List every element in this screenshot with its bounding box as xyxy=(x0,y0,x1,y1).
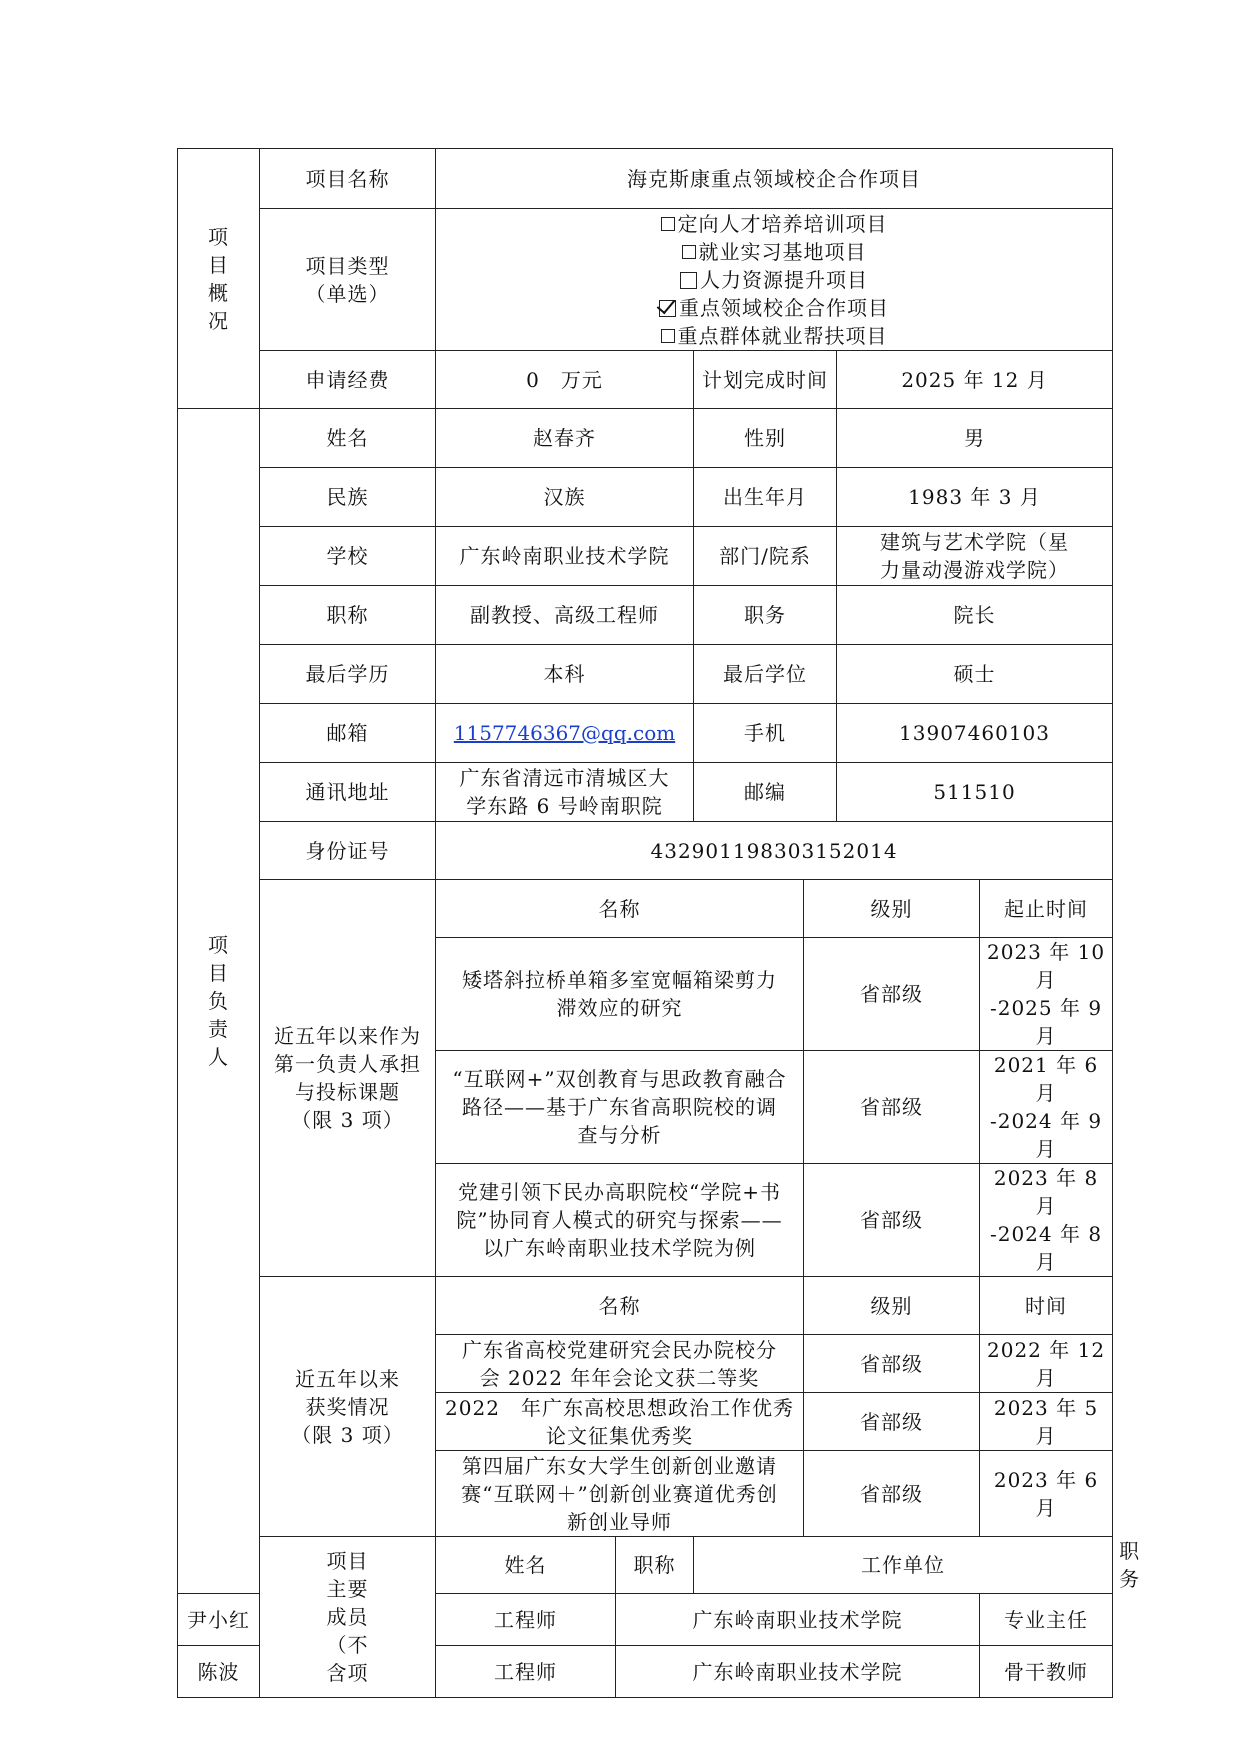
member-unit: 广东岭南职业技术学院 xyxy=(616,1646,980,1698)
zip-label: 邮编 xyxy=(694,763,837,822)
gender-value: 男 xyxy=(837,409,1113,468)
member-post: 专业主任 xyxy=(980,1594,1113,1646)
members-header-unit: 工作单位 xyxy=(694,1537,1113,1594)
leader-name-value: 赵春齐 xyxy=(436,409,694,468)
title-value: 副教授、高级工程师 xyxy=(436,586,694,645)
project-name: 矮塔斜拉桥单箱多室宽幅箱梁剪力 滞效应的研究 xyxy=(436,938,804,1051)
projects-header-level: 级别 xyxy=(804,880,980,938)
members-section-label: 项目 主要 成员 （不 含项 xyxy=(260,1537,436,1698)
type-option[interactable]: 人力资源提升项目 xyxy=(442,266,1106,294)
project-period: 2021 年 6 月 -2024 年 9 月 xyxy=(980,1051,1113,1164)
members-header-name: 姓名 xyxy=(436,1537,616,1594)
email-label: 邮箱 xyxy=(260,704,436,763)
project-name: “互联网+”双创教育与思政教育融合 路径——基于广东省高职院校的调 查与分析 xyxy=(436,1051,804,1164)
member-unit: 广东岭南职业技术学院 xyxy=(616,1594,980,1646)
checkbox-icon[interactable] xyxy=(661,217,675,231)
project-type-label: 项目类型 （单选） xyxy=(260,209,436,351)
checked-checkbox-icon[interactable] xyxy=(659,300,676,317)
title-label: 职称 xyxy=(260,586,436,645)
application-form-table: 项 目 概 况 项目名称 海克斯康重点领域校企合作项目 项目类型 （单选） 定向人才培养培训项目 就业实习基地项目 人力资源提升项目 重点领域校企合作项目 重点群体就业帮扶项目 申请经费 0 万元 计划完成时间 2025 年 12 月 项 目 负 责 人 姓名 赵春齐 性别 男 民族 汉族 出生年月 1983 年 3 月 学校 广东岭南职业技术学院 部门/院系 建筑与艺术学院（星 力量动漫游戏学院） 职称 副教授、高级工程师 职务 院长 最后学历 本科 最后学位 硕士 邮箱 1157746367@qq.com 手机 13907460103 通讯地址 广东省清远市清城区大 学东路 6 号岭南职院 邮编 511510 身份证号 432901198303152014 近五年以来作为 第一负责人承担 与投标课题 （限 3 项） 名称 级别 起止时间 矮塔斜拉桥单箱多室宽幅箱梁剪力 滞效应的研究 省部级 2023 年 10 月 -2025 年 9 月 “互联网+”双创教育与思政教育融合 路径——基于广东省高职院校的调 查与分析 省部级 2021 年 6 月 -2024 年 9 月 党建引领下民办高职院校“学院+书 院”协同育人模式的研究与探索—— 以广东岭南职业技术学院为例 省部级 2023 年 8 月 -2024 年 8 月 近五年以来 获奖情况 （限 3 项） 名称 级别 时间 广东省高校党建研究会民办院校分 会 2022 年年会论文获二等奖 省部级 2022 年 12 月 2022 年广东高校思想政治工作优秀 论文征集优秀奖 省部级 2023 年 5 月 第四届广东女大学生创新创业邀请 赛“互联网＋”创新创业赛道优秀创 新创业导师 省部级 2023 年 6 月 项目 主要 成员 （不 含项 姓名 职称 工作单位 职务 尹小红 工程师 广东岭南职业技术学院 专业主任 陈波 工程师 广东岭南职业技术学院 骨干教师 xyxy=(177,148,1113,1698)
award-level: 省部级 xyxy=(804,1451,980,1537)
project-type-options xyxy=(436,209,1113,351)
project-name-value: 海克斯康重点领域校企合作项目 xyxy=(436,149,1113,209)
type-option[interactable]: 重点群体就业帮扶项目 xyxy=(442,322,1106,350)
awards-header-level: 级别 xyxy=(804,1277,980,1335)
plan-time-label: 计划完成时间 xyxy=(694,351,837,409)
id-value: 432901198303152014 xyxy=(436,822,1113,880)
type-option[interactable]: 就业实习基地项目 xyxy=(442,238,1106,266)
post-value: 院长 xyxy=(837,586,1113,645)
checkbox-icon[interactable] xyxy=(682,245,696,259)
member-post: 骨干教师 xyxy=(980,1646,1113,1698)
address-label: 通讯地址 xyxy=(260,763,436,822)
award-name: 广东省高校党建研究会民办院校分 会 2022 年年会论文获二等奖 xyxy=(436,1335,804,1393)
project-level: 省部级 xyxy=(804,1051,980,1164)
checkbox-icon[interactable] xyxy=(661,329,675,343)
email-link[interactable]: 1157746367@qq.com xyxy=(453,721,676,745)
project-period: 2023 年 10 月 -2025 年 9 月 xyxy=(980,938,1113,1051)
phone-label: 手机 xyxy=(694,704,837,763)
project-name-label: 项目名称 xyxy=(260,149,436,209)
projects-header-period: 起止时间 xyxy=(980,880,1113,938)
award-level: 省部级 xyxy=(804,1335,980,1393)
members-header-title: 职称 xyxy=(616,1537,694,1594)
birth-label: 出生年月 xyxy=(694,468,837,527)
award-level: 省部级 xyxy=(804,1393,980,1451)
overview-section-label: 项 目 概 况 xyxy=(178,149,260,409)
plan-time-value: 2025 年 12 月 xyxy=(837,351,1113,409)
award-name: 第四届广东女大学生创新创业邀请 赛“互联网＋”创新创业赛道优秀创 新创业导师 xyxy=(436,1451,804,1537)
post-label: 职务 xyxy=(694,586,837,645)
school-value: 广东岭南职业技术学院 xyxy=(436,527,694,586)
member-name: 陈波 xyxy=(178,1646,260,1698)
awards-label: 近五年以来 获奖情况 （限 3 项） xyxy=(260,1277,436,1537)
award-time: 2023 年 5 月 xyxy=(980,1393,1113,1451)
education-label: 最后学历 xyxy=(260,645,436,704)
member-name: 尹小红 xyxy=(178,1594,260,1646)
school-label: 学校 xyxy=(260,527,436,586)
projects-label: 近五年以来作为 第一负责人承担 与投标课题 （限 3 项） xyxy=(260,880,436,1277)
awards-header-time: 时间 xyxy=(980,1277,1113,1335)
phone-value: 13907460103 xyxy=(837,704,1113,763)
checkbox-icon[interactable] xyxy=(680,272,697,289)
leader-section-label: 项 目 负 责 人 xyxy=(178,409,260,1594)
address-value: 广东省清远市清城区大 学东路 6 号岭南职院 xyxy=(436,763,694,822)
project-level: 省部级 xyxy=(804,1164,980,1277)
award-time: 2023 年 6 月 xyxy=(980,1451,1113,1537)
type-option[interactable]: 定向人才培养培训项目 xyxy=(442,210,1106,238)
ethnic-label: 民族 xyxy=(260,468,436,527)
projects-header-name: 名称 xyxy=(436,880,804,938)
budget-value: 0 万元 xyxy=(436,351,694,409)
awards-header-name: 名称 xyxy=(436,1277,804,1335)
zip-value: 511510 xyxy=(837,763,1113,822)
ethnic-value: 汉族 xyxy=(436,468,694,527)
award-time: 2022 年 12 月 xyxy=(980,1335,1113,1393)
budget-label: 申请经费 xyxy=(260,351,436,409)
education-value: 本科 xyxy=(436,645,694,704)
type-option[interactable]: 重点领域校企合作项目 xyxy=(442,294,1106,322)
project-name: 党建引领下民办高职院校“学院+书 院”协同育人模式的研究与探索—— 以广东岭南职业技术学院为例 xyxy=(436,1164,804,1277)
dept-value: 建筑与艺术学院（星 力量动漫游戏学院） xyxy=(837,527,1113,586)
degree-label: 最后学位 xyxy=(694,645,837,704)
dept-label: 部门/院系 xyxy=(694,527,837,586)
member-title: 工程师 xyxy=(436,1594,616,1646)
gender-label: 性别 xyxy=(694,409,837,468)
project-level: 省部级 xyxy=(804,938,980,1051)
birth-value: 1983 年 3 月 xyxy=(837,468,1113,527)
email-value xyxy=(436,704,694,763)
member-title: 工程师 xyxy=(436,1646,616,1698)
degree-value: 硕士 xyxy=(837,645,1113,704)
award-name: 2022 年广东高校思想政治工作优秀 论文征集优秀奖 xyxy=(436,1393,804,1451)
project-period: 2023 年 8 月 -2024 年 8 月 xyxy=(980,1164,1113,1277)
id-label: 身份证号 xyxy=(260,822,436,880)
leader-name-label: 姓名 xyxy=(260,409,436,468)
